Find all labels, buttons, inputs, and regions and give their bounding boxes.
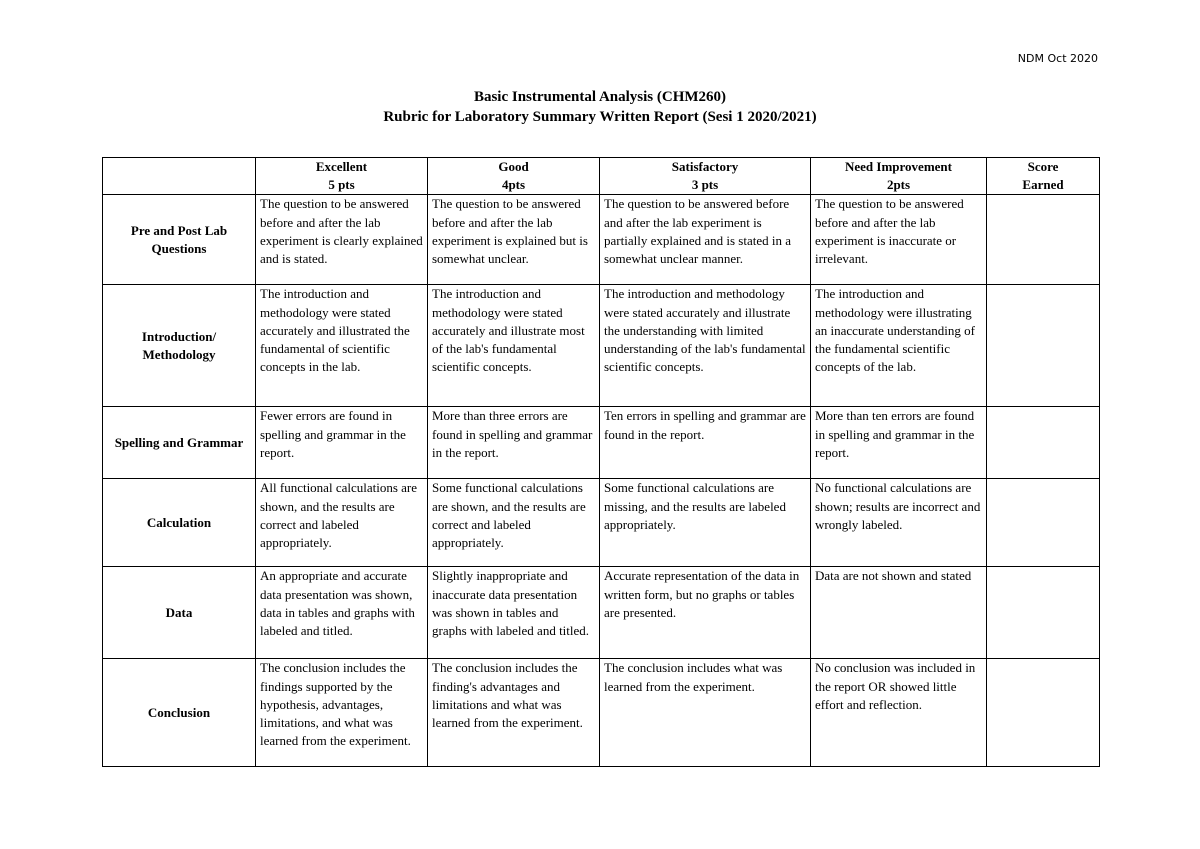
score-cell[interactable] [987,659,1100,767]
excellent-cell: An appropriate and accurate data presentation was shown, data in tables and graphs with labeled and titled. [256,567,428,659]
header-need-improvement-label: Need Improvement [845,159,952,174]
excellent-cell: The introduction and methodology were stated accurately and illustrated the fundamental of scientific concepts in the lab. [256,285,428,407]
satisfactory-cell: The introduction and methodology were stated accurately and illustrate the understanding with limited understanding of the lab's fundamental scientific concepts. [600,285,811,407]
header-row [103,158,1100,195]
good-cell: The question to be answered before and after the lab experiment is explained but is somewhat unclear. [428,195,600,285]
excellent-cell: The question to be answered before and after the lab experiment is clearly explained and is stated. [256,195,428,285]
satisfactory-cell: Some functional calculations are missing, and the results are labeled appropriately. [600,479,811,567]
header-satisfactory-points: 3 pts [691,177,719,193]
need-improvement-cell: Data are not shown and stated [811,567,987,659]
header-good [428,158,600,195]
excellent-cell: Fewer errors are found in spelling and grammar in the report. [256,407,428,479]
satisfactory-cell: The question to be answered before and after the lab experiment is partially explained and is stated in a somewhat unclear manner. [600,195,811,285]
header-satisfactory-label: Satisfactory [671,159,739,174]
rubric-row [103,479,1100,567]
criterion-cell: Pre and Post Lab Questions [103,195,256,285]
rubric-table [102,157,1100,767]
rubric-row [103,285,1100,407]
header-score-label: Score [1027,159,1059,174]
need-improvement-cell: More than ten errors are found in spelling and grammar in the report. [811,407,987,479]
score-cell[interactable] [987,195,1100,285]
header-good-label: Good [498,159,529,174]
score-cell[interactable] [987,407,1100,479]
criterion-cell: Spelling and Grammar [103,407,256,479]
good-cell: The conclusion includes the finding's advantages and limitations and what was learned from the experiment. [428,659,600,767]
excellent-cell: The conclusion includes the findings supported by the hypothesis, advantages, limitations, and what was learned from the experiment. [256,659,428,767]
criterion-cell: Conclusion [103,659,256,767]
good-cell: Slightly inappropriate and inaccurate data presentation was shown in tables and graphs with labeled and titled. [428,567,600,659]
good-cell: The introduction and methodology were stated accurately and illustrate most of the lab's fundamental scientific concepts. [428,285,600,407]
header-good-points: 4pts [501,177,526,193]
good-cell: More than three errors are found in spelling and grammar in the report. [428,407,600,479]
rubric-row [103,659,1100,767]
header-score-sub: Earned [1022,177,1064,193]
score-cell[interactable] [987,479,1100,567]
criterion-cell: Calculation [103,479,256,567]
header-note: NDM Oct 2020 [1017,52,1098,65]
need-improvement-cell: No conclusion was included in the report OR showed little effort and reflection. [811,659,987,767]
good-cell: Some functional calculations are shown, and the results are correct and labeled appropriately. [428,479,600,567]
need-improvement-cell: The question to be answered before and after the lab experiment is inaccurate or irrelevant. [811,195,987,285]
rubric-row [103,407,1100,479]
title-line-1: Basic Instrumental Analysis (CHM260) [473,89,727,105]
header-criterion [103,158,256,195]
header-need-improvement-points: 2pts [886,177,911,193]
header-score [987,158,1100,195]
header-excellent-points: 5 pts [328,177,355,193]
document-title [0,87,1200,127]
rubric-row [103,195,1100,285]
score-cell[interactable] [987,567,1100,659]
excellent-cell: All functional calculations are shown, and the results are correct and labeled appropriately. [256,479,428,567]
title-line-2: Rubric for Laboratory Summary Written Report (Sesi 1 2020/2021) [383,109,817,125]
rubric-row [103,567,1100,659]
header-satisfactory [600,158,811,195]
score-cell[interactable] [987,285,1100,407]
header-excellent-label: Excellent [315,159,368,174]
criterion-cell: Data [103,567,256,659]
header-excellent [256,158,428,195]
criterion-cell: Introduction/ Methodology [103,285,256,407]
need-improvement-cell: No functional calculations are shown; results are incorrect and wrongly labeled. [811,479,987,567]
satisfactory-cell: Ten errors in spelling and grammar are found in the report. [600,407,811,479]
satisfactory-cell: Accurate representation of the data in written form, but no graphs or tables are presented. [600,567,811,659]
header-need-improvement [811,158,987,195]
satisfactory-cell: The conclusion includes what was learned from the experiment. [600,659,811,767]
need-improvement-cell: The introduction and methodology were illustrating an inaccurate understanding of the fundamental scientific concepts of the lab. [811,285,987,407]
